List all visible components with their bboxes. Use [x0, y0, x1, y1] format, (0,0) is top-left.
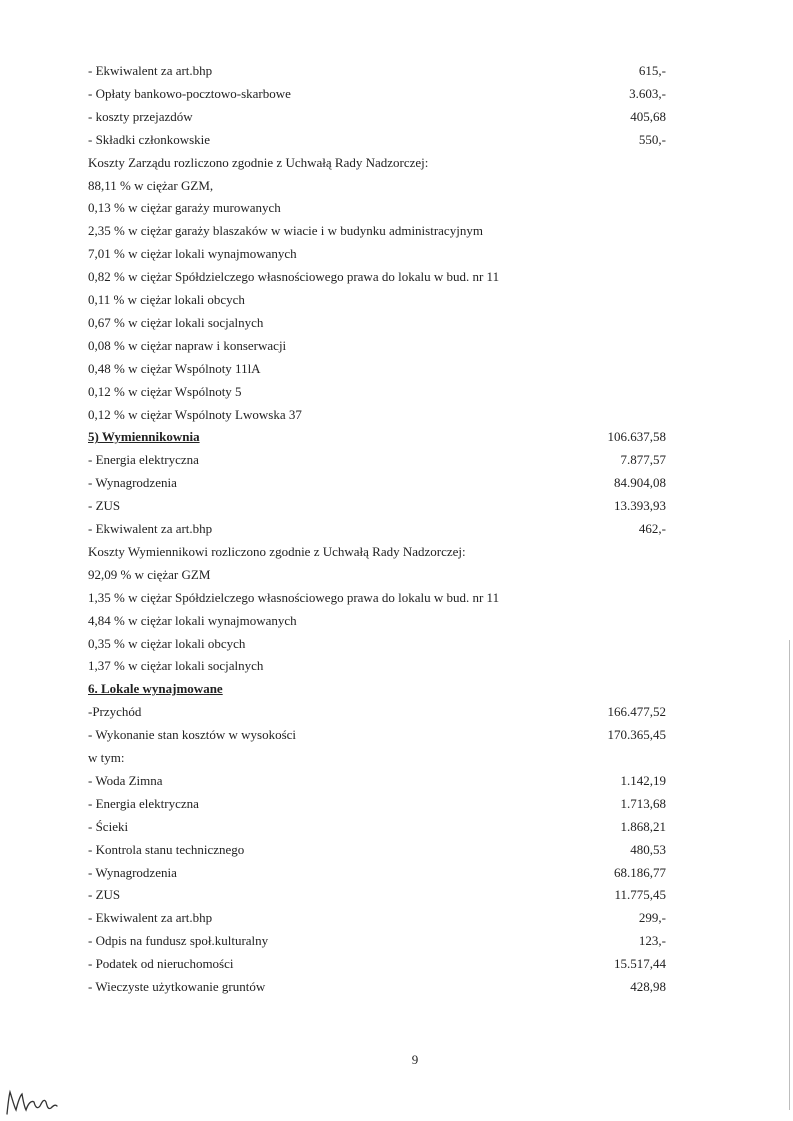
line-value: 68.186,77 — [614, 864, 666, 880]
page-number: 9 — [411, 1052, 419, 1067]
document-line — [88, 495, 666, 517]
document-line — [88, 335, 666, 357]
document-line — [88, 129, 666, 151]
line-label: - Kontrola stanu technicznego — [88, 841, 245, 857]
document-line — [88, 610, 666, 632]
document-line — [88, 816, 666, 838]
document-line — [88, 541, 666, 563]
line-value: 1.142,19 — [620, 772, 666, 788]
document-line — [88, 907, 666, 929]
line-value: 84.904,08 — [614, 475, 666, 491]
document-line — [88, 266, 666, 288]
line-value: 1.713,68 — [620, 795, 666, 811]
document-line — [88, 724, 666, 746]
line-label: 0,35 % w ciężar lokali obcych — [88, 635, 246, 651]
line-value: 7.877,57 — [620, 452, 666, 468]
line-value: 166.477,52 — [607, 704, 666, 720]
line-label: - Woda Zimna — [88, 772, 163, 788]
document-line — [88, 747, 666, 769]
line-label: 2,35 % w ciężar garaży blaszaków w wiacie i w budynku administracyjnym — [88, 223, 483, 239]
line-label: 0,12 % w ciężar Wspólnoty Lwowska 37 — [88, 406, 302, 422]
line-label: 6. Lokale wynajmowane — [88, 681, 223, 697]
line-label: 5) Wymiennikownia — [88, 429, 200, 445]
handwritten-initials — [4, 1084, 60, 1118]
line-value: 13.393,93 — [614, 498, 666, 514]
document-line — [88, 930, 666, 952]
document-line — [88, 655, 666, 677]
document-line — [88, 953, 666, 975]
line-value: 428,98 — [630, 979, 666, 994]
line-label: w tym: — [88, 750, 125, 765]
line-value: 123,- — [638, 933, 666, 949]
line-value: 170.365,45 — [607, 727, 666, 743]
document-line — [88, 793, 666, 815]
line-label: 0,11 % w ciężar lokali obcych — [88, 292, 245, 307]
line-value: 480,53 — [630, 841, 666, 857]
line-label: 0,08 % w ciężar napraw i konserwacji — [88, 337, 287, 353]
document-line — [88, 976, 666, 998]
line-label: - Ekwiwalent za art.bhp — [88, 910, 213, 926]
document-line — [88, 243, 666, 265]
section-heading — [88, 426, 666, 448]
line-label: - Odpis na fundusz społ.kulturalny — [88, 933, 269, 949]
document-line — [88, 862, 666, 884]
line-label: 0,12 % w ciężar Wspólnoty 5 — [88, 383, 242, 399]
document-line — [88, 152, 666, 174]
line-value: 15.517,44 — [614, 956, 666, 972]
line-value: 615,- — [638, 63, 666, 78]
line-value: 405,68 — [630, 108, 666, 124]
line-label: - koszty przejazdów — [88, 108, 193, 124]
line-label: - Ścieki — [88, 818, 129, 834]
document-line — [88, 404, 666, 426]
document-line — [88, 60, 666, 82]
line-label: 88,11 % w ciężar GZM, — [88, 177, 214, 193]
line-label: 7,01 % w ciężar lokali wynajmowanych — [88, 246, 297, 262]
line-label: Koszty Wymiennikowi rozliczono zgodnie z Uchwałą Rady Nadzorczej: — [88, 543, 466, 559]
scan-edge-line — [789, 640, 790, 1110]
line-label: 4,84 % w ciężar lokali wynajmowanych — [88, 612, 297, 628]
document-line — [88, 220, 666, 242]
line-label: - Energia elektryczna — [88, 452, 199, 468]
line-label: 0,13 % w ciężar garaży murowanych — [88, 200, 281, 216]
section-heading — [88, 678, 666, 700]
line-label: - ZUS — [88, 887, 121, 903]
document-line — [88, 106, 666, 128]
line-label: 0,67 % w ciężar lokali socjalnych — [88, 314, 264, 330]
document-line — [88, 449, 666, 471]
line-label: - Podatek od nieruchomości — [88, 956, 234, 972]
line-label: - ZUS — [88, 498, 121, 514]
document-line — [88, 175, 666, 197]
document-line — [88, 197, 666, 219]
line-label: -Przychód — [88, 704, 142, 720]
document-line — [88, 472, 666, 494]
line-value: 299,- — [638, 910, 666, 926]
line-value: 550,- — [638, 131, 666, 147]
document-line — [88, 312, 666, 334]
line-label: - Składki członkowskie — [88, 131, 211, 147]
line-value: 1.868,21 — [620, 818, 666, 834]
line-label: - Wynagrodzenia — [88, 475, 177, 491]
document-line — [88, 518, 666, 540]
line-label: - Wykonanie stan kosztów w wysokości — [88, 727, 297, 743]
line-label: 1,37 % w ciężar lokali socjalnych — [88, 658, 264, 674]
document-line — [88, 289, 666, 311]
line-value: 3.603,- — [629, 85, 666, 101]
document-line — [88, 83, 666, 105]
document-line — [88, 770, 666, 792]
line-label: - Wynagrodzenia — [88, 864, 177, 880]
line-value: 462,- — [638, 521, 666, 536]
document-line — [88, 564, 666, 586]
line-label: Koszty Zarządu rozliczono zgodnie z Uchwałą Rady Nadzorczej: — [88, 154, 429, 170]
line-label: 0,82 % w ciężar Spółdzielczego własnościowego prawa do lokalu w bud. nr 11 — [88, 269, 500, 285]
line-label: - Wieczyste użytkowanie gruntów — [88, 979, 266, 994]
document-line — [88, 381, 666, 403]
line-label: - Opłaty bankowo-pocztowo-skarbowe — [88, 85, 291, 101]
document-line — [88, 358, 666, 380]
line-label: - Ekwiwalent za art.bhp — [88, 63, 213, 78]
document-line — [88, 701, 666, 723]
document-line — [88, 587, 666, 609]
document-line — [88, 884, 666, 906]
line-label: - Ekwiwalent za art.bhp — [88, 521, 213, 536]
document-line — [88, 633, 666, 655]
document-line — [88, 839, 666, 861]
line-label: - Energia elektryczna — [88, 795, 199, 811]
line-value: 106.637,58 — [607, 429, 666, 445]
line-label: 92,09 % w ciężar GZM — [88, 566, 211, 582]
line-label: 1,35 % w ciężar Spółdzielczego własnościowego prawa do lokalu w bud. nr 11 — [88, 589, 500, 605]
line-label: 0,48 % w ciężar Wspólnoty 11lA — [88, 360, 261, 376]
line-value: 11.775,45 — [614, 887, 666, 903]
